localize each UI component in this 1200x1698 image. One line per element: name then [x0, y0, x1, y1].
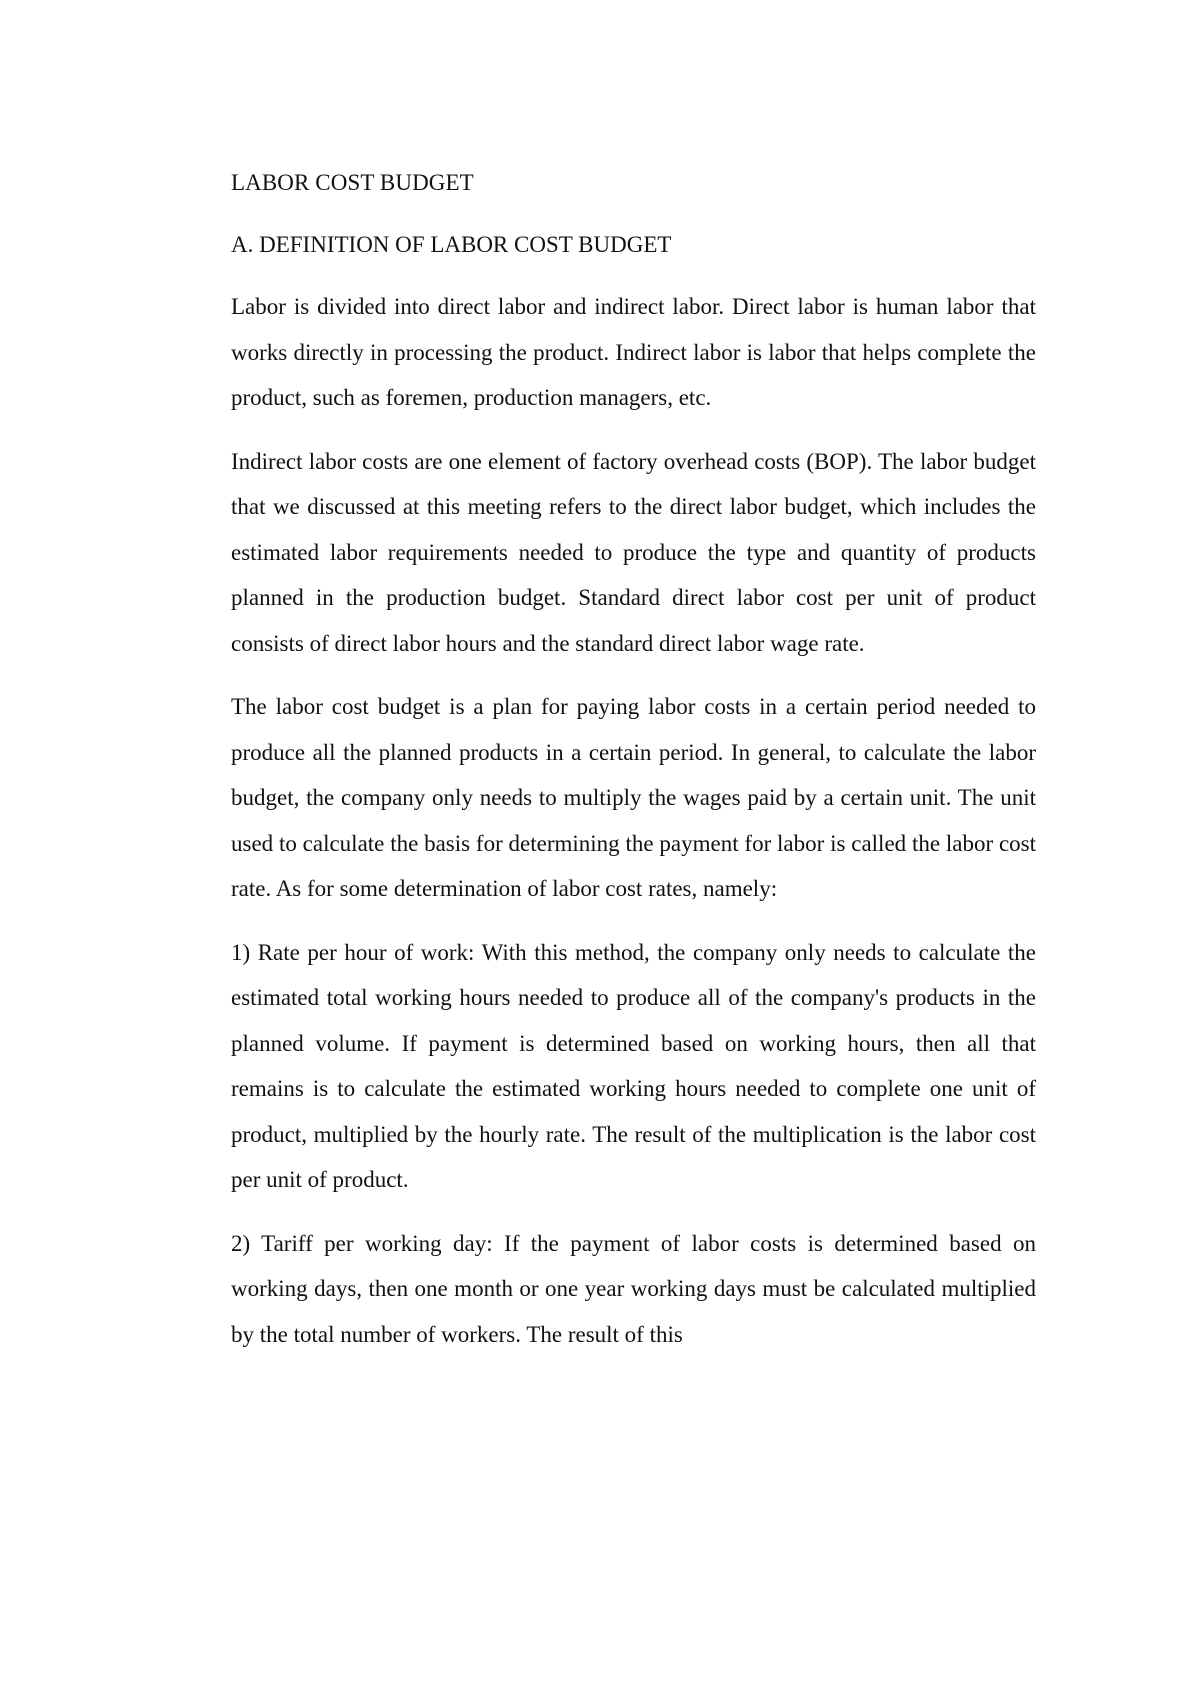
section-heading: A. DEFINITION OF LABOR COST BUDGET — [231, 232, 672, 257]
paragraph-labor-cost-budget: The labor cost budget is a plan for paying labor costs in a certain period needed to produce all the planned products in a certain period. In general, to calculate the labor budget, the company only needs to multiply the wages paid by a certain unit. The unit used to calculate the basis for determining the payment for labor is called the labor cost rate. As for some determination of labor cost rates, namely: — [231, 694, 1036, 901]
paragraph-rate-per-hour: 1) Rate per hour of work: With this method, the company only needs to calculate the estimated total working hours needed to produce all of the company's products in the planned volume. If payment is determined based on working hours, then all that remains is to calculate the estimated working hours needed to complete one unit of product, multiplied by the hourly rate. The result of the multiplication is the labor cost per unit of product. — [231, 939, 1036, 1192]
paragraph-labor-types: Labor is divided into direct labor and indirect labor. Direct labor is human labor that works directly in processing the product. Indirect labor is labor that helps complete the product, such as foremen, production managers, etc. — [231, 294, 1036, 410]
paragraph-tariff-per-day: 2) Tariff per working day: If the payment of labor costs is determined based on working days, then one month or one year working days must be calculated multiplied by the total number of workers. The result of this — [231, 1230, 1036, 1347]
document-title: LABOR COST BUDGET — [231, 170, 474, 195]
paragraph-indirect-labor-costs: Indirect labor costs are one element of factory overhead costs (BOP). The labor budget that we discussed at this meeting refers to the direct labor budget, which includes the estimated labor requirements needed to produce the type and quantity of products planned in the production budget. Standard direct labor cost per unit of product consists of direct labor hours and the standard direct labor wage rate. — [231, 448, 1036, 656]
document-page — [231, 168, 1036, 1375]
